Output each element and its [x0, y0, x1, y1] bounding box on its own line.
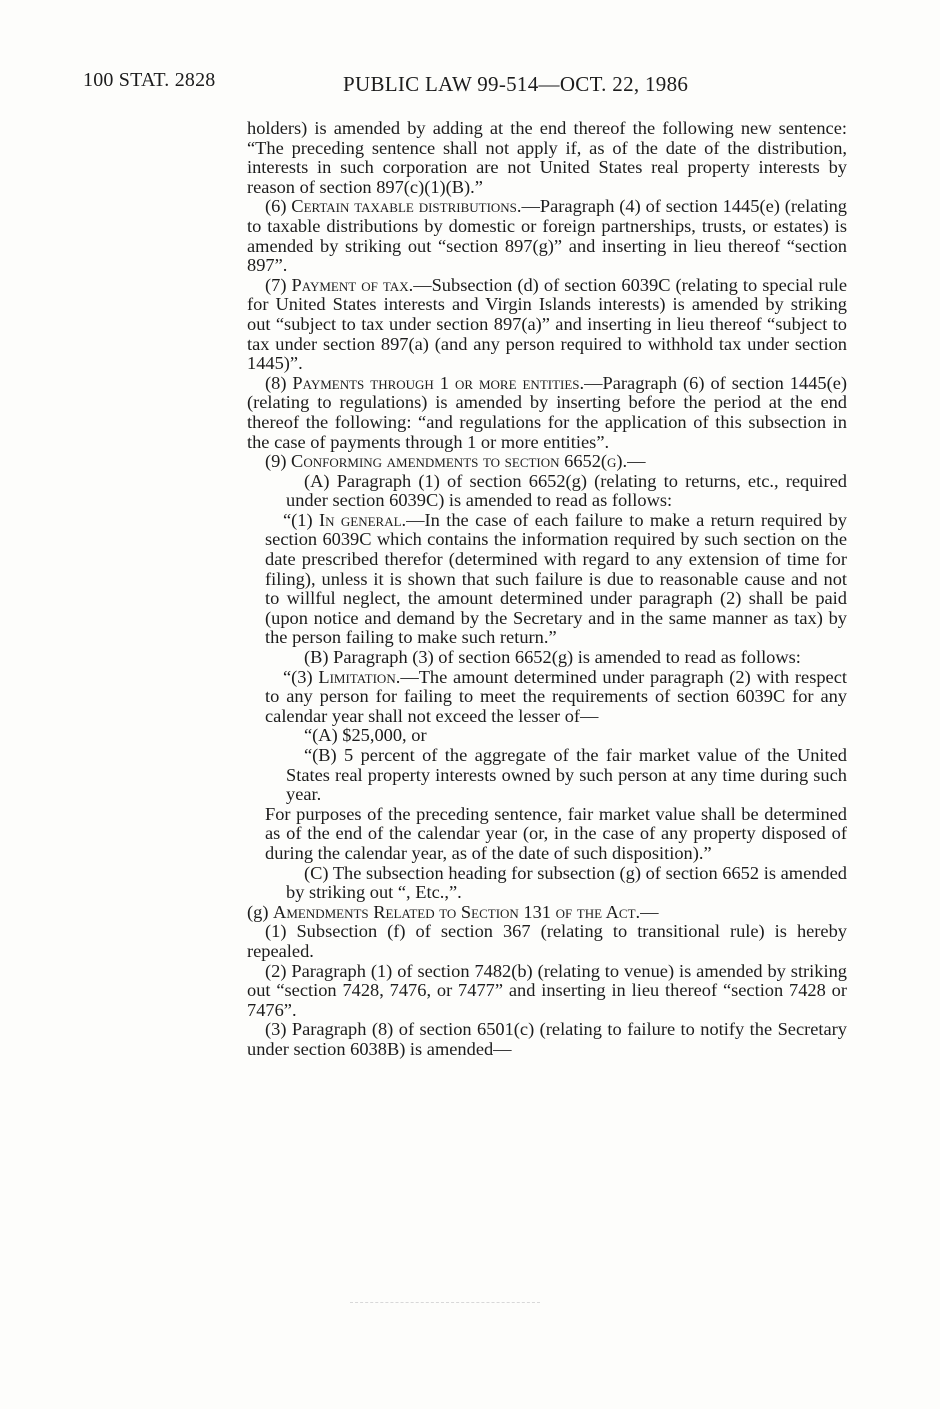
- subsection-g-paragraph-3: (3) Paragraph (8) of section 6501(c) (relating to failure to notify the Secretary under section 6038B) is amended—: [247, 1019, 847, 1059]
- subsection-g: (g) Amendments Related to Section 131 of the Act.—: [247, 901, 659, 922]
- paragraph-continuation: holders) is amended by adding at the end thereof the following new sentence: “The preceding sentence shall not apply if, as of the date of the distribution, interests in such corporation are not United States real property interests by reason of section 897(c)(1)(B).”: [247, 118, 847, 197]
- subparagraph-b: (B) Paragraph (3) of section 6652(g) is amended to read as follows:: [304, 647, 801, 668]
- quoted-paragraph-3: “(3) Limitation.—The amount determined under paragraph (2) with respect to any person for failing to meet the requirements of section 6039C for any calendar year shall not exceed the lesser of—: [265, 666, 847, 726]
- paragraph-6: (6) Certain taxable distributions.—Paragraph (4) of section 1445(e) (relating to taxable distributions by domestic or foreign partnerships, trusts, or estates) is amended by striking out “section 897(g)” and inserting in lieu thereof “section 897”.: [247, 196, 847, 276]
- paragraph-8: (8) Payments through 1 or more entities.—Paragraph (6) of section 1445(e) (relating to regulations) is amended by inserting before the period at the end thereof the following: “and regulations for the application of this subsection in the case of payments through 1 or more entities”.: [247, 372, 847, 452]
- quoted-paragraph-1: “(1) In general.—In the case of each failure to make a return required by section 6039C which contains the information required by such section on the date prescribed therefor (determined with regard to any extension of time for filing), unless it is shown that such failure is due to reasonable cause and not to willful neglect, the amount determined under paragraph (2) shall be paid (upon notice and demand by the Secretary and in the same manner as tax) by the person failing to make such return.”: [265, 509, 847, 648]
- subparagraph-c: (C) The subsection heading for subsection (g) of section 6652 is amended by striking out “, Etc.,”.: [286, 862, 847, 903]
- statute-page-number: 100 STAT. 2828: [83, 69, 216, 91]
- paragraph-7: (7) Payment of tax.—Subsection (d) of section 6039C (relating to special rule for United States interests and Virgin Islands interests) is amended by striking out “subject to tax under section 897(a)” and inserting in lieu thereof “subject to tax under section 897(a) (and any person required to withhold tax under section 1445)”.: [247, 274, 847, 374]
- running-header: PUBLIC LAW 99-514—OCT. 22, 1986: [343, 72, 689, 96]
- quoted-clause-a: “(A) $25,000, or: [304, 725, 427, 746]
- subparagraph-a: (A) Paragraph (1) of section 6652(g) (relating to returns, etc., required under section 6039C) is amended to read as follows:: [286, 470, 847, 511]
- subsection-g-paragraph-1: (1) Subsection (f) of section 367 (relating to transitional rule) is hereby repealed.: [247, 921, 847, 961]
- quoted-flush-sentence: For purposes of the preceding sentence, fair market value shall be determined as of the end of the calendar year (or, in the case of any property disposed of during the calendar year, as of the date of such disposition).”: [265, 803, 847, 863]
- quoted-clause-b: “(B) 5 percent of the aggregate of the fair market value of the United States real property interests owned by such person at any time during such year.: [286, 745, 847, 805]
- subsection-g-paragraph-2: (2) Paragraph (1) of section 7482(b) (relating to venue) is amended by striking out “section 7428, 7476, or 7477” and inserting in lieu thereof “section 7428 or 7476”.: [247, 960, 847, 1020]
- bleed-through-mark: [350, 1302, 540, 1304]
- document-body: [247, 119, 847, 1060]
- paragraph-9: (9) Conforming amendments to section 6652(g).—: [265, 451, 646, 472]
